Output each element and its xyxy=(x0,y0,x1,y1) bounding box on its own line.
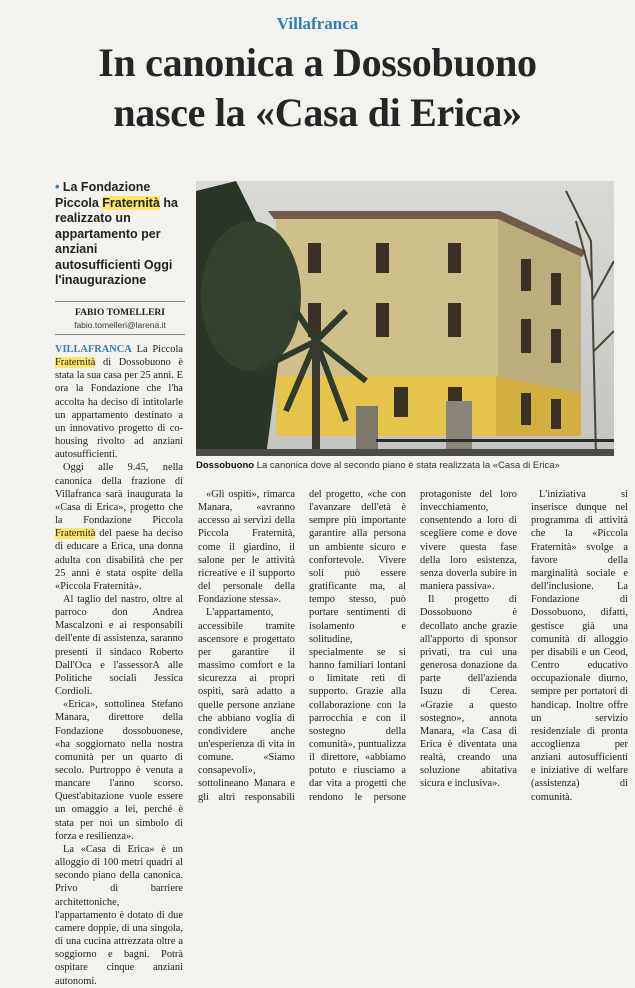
article-paragraph-6: «Gli ospiti», rimarca Manara, «avranno accesso ai servizi della Piccola Fraternità, come il giardino, il salone per le attività ricreative e il supporto del personale della Fondazione stessa». xyxy=(198,489,295,606)
p1-highlight: Fraternità xyxy=(55,357,96,369)
p1-text-b: di Dossobuono è stata la sua casa per 25 anni. E ora la Fondazione che l'ha accolta ha deciso di intitolarle un appartamento destinato a un innovativo progetto di co-housing rivolto ad anziani autosufficienti. xyxy=(55,357,183,461)
byline-rule-top xyxy=(55,301,185,302)
article-columns-right xyxy=(198,488,628,814)
headline-line-2: nasce la «Casa di Erica» xyxy=(113,90,522,135)
article-paragraph-2 xyxy=(55,461,183,593)
article-paragraph-9: L'iniziativa si inserisce dunque nel programma di attività che la «Piccola Fraternità» svolge a favore della marginalità sociale e dell'inclusione. La Fondazione di Dossobuono, difatti, gestisce già una comunità di alloggio per disabili e un Ceod, Centro educativo occupazionale diurno, sempre per portatori di handicap. Inoltre offre un servizio residenziale di pronta accoglienza per anziani autosufficienti e iniziative di welfare (assistenza) di comunità. xyxy=(531,489,628,803)
p2-text-b: del paese ha deciso di educare a Erica, una donna adulta con disabilità che per 25 anni è stata ospite della «Piccola Fraternità». xyxy=(55,528,183,592)
headline xyxy=(0,38,635,138)
caption-text: La canonica dove al secondo piano è stata realizzata la «Casa di Erica» xyxy=(254,460,560,471)
article-paragraph-1 xyxy=(55,343,183,461)
article-paragraph-8: Il progetto di Dossobuono è decollato anche grazie all'apporto di sponsor privati, tra cui una generosa donazione da parte dell'azienda Isuzu di Cerea. «Grazie a questo sostegno», annota Manara, «la Casa di Erica è diventata una realtà, creando una soluzione abitativa sicura e inclusiva». xyxy=(420,594,517,790)
p2-text-a: Oggi alle 9.45, nella canonica della frazione di Villafranca sarà inaugurata la «Casa di Erica», progetto che la Fondazione Piccola xyxy=(55,462,183,527)
p1-text-a: La Piccola xyxy=(131,344,183,355)
summary-box xyxy=(55,180,185,289)
article-photo xyxy=(196,181,614,456)
article-lead: VILLAFRANCA xyxy=(55,344,132,355)
p2-highlight: Fraternità xyxy=(55,528,96,540)
summary-highlight: Fraternità xyxy=(102,195,160,210)
headline-line-1: In canonica a Dossobuono xyxy=(98,40,537,85)
caption-place: Dossobuono xyxy=(196,460,255,471)
building-photo-image xyxy=(196,181,614,456)
article-paragraph-3: Al taglio del nastro, oltre al parroco don Andrea Mascalzoni e ai responsabili dell'ente di assistenza, saranno presenti il sindaco Roberto Dall'Oca e l'assessorA alle Politiche sociali Jessica Cordioli. xyxy=(55,593,183,698)
summary-text-before: La Fondazione Piccola xyxy=(55,180,151,210)
summary-text-after: ha realizzato un appartamento per anziani autosufficienti Oggi l'inaugurazione xyxy=(55,195,178,287)
article-paragraph-5: La «Casa di Erica» è un alloggio di 100 metri quadri al secondo piano della canonica. Privo di barriere architettoniche, l'appartamento è dotato di due camere doppie, di una singola, di una cucina attrezzata oltre a soggiorno e bagni. Potrà ospitare cinque anziani autonomi. xyxy=(55,843,183,987)
photo-caption xyxy=(196,460,616,471)
article-paragraph-4: «Erica», sottolinea Stefano Manara, direttore della Fondazione dossobuonese, «ha soggiornato nella nostra comunità per un quarto di secolo. Purtroppo è venuta a mancare l'anno scorso. Quest'abitazione vuole essere un omaggio a lei, perché è stata per noi un simbolo di forza e resilienza». xyxy=(55,699,183,842)
article-paragraph-7: L'appartamento, accessibile tramite ascensore e progettato per garantire il massimo comfort e la sicurezza ai propri ospiti, sarà adatto a quelle persone anziane che abbiano voglia di condividere anche un'esperienza di vita in comune. «Siamo consapevoli», sottolineano Manara e gli altri responsabili del progetto, «che con l'avanzare dell'età è sempre più importante garantire alla persona un ambiente sicuro e confortevole. Vivere soli può essere gratificante ma, al tempo stesso, può portare sentimenti di isolamento e solitudine, specialmente se si hanno familiari lontani o limitate reti di supporto. Grazie alla collaborazione con la parrocchia e con il sostegno della comunità», puntualizza il direttore, «abbiamo potuto e riusciamo a dar vita a progetti che rendono le persone protagoniste del loro invecchiamento, consentendo a loro di scegliere come e dove vivere questa fase della loro esistenza, senza doverla subire in maniera passiva». xyxy=(198,489,517,803)
byline-name: FABIO TOMELLERI xyxy=(74,308,165,318)
summary-bullet: • xyxy=(55,180,60,194)
byline-rule-bottom xyxy=(55,334,185,335)
article-column-1 xyxy=(55,343,183,988)
section-label: Villafranca xyxy=(276,14,359,33)
byline-email[interactable]: fabio.tomelleri@larena.it xyxy=(74,320,166,330)
